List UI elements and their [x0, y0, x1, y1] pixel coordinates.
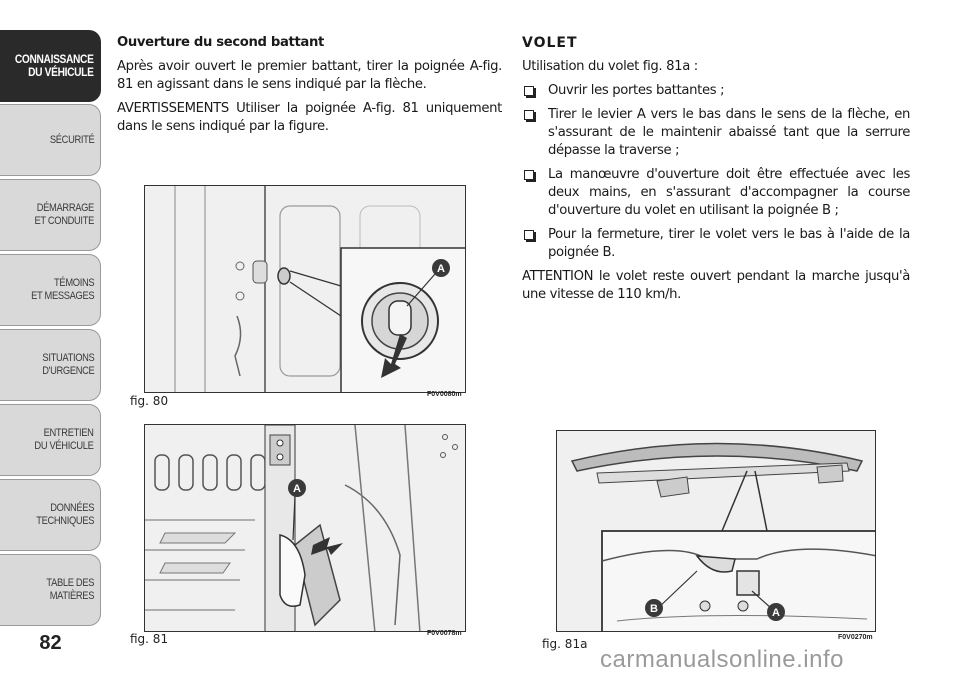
tab-connaissance-du-vehicule[interactable] — [0, 30, 101, 102]
list-item: La manœuvre d'ouverture doit être effectuée avec les deux mains, en s'assurant d'accompagner la course d'ouverture du volet en utilisant la poignée B ; — [522, 166, 910, 220]
tab-donnees-techniques[interactable] — [0, 479, 101, 551]
callout-a: A — [293, 483, 301, 495]
tab-demarrage-et-conduite[interactable] — [0, 179, 101, 251]
warning-paragraph: AVERTISSEMENTS Utiliser la poignée A-fig. 81 uniquement dans le sens indiqué par la figure. — [117, 101, 502, 134]
callout-a: A — [772, 607, 780, 619]
tab-table-des-matieres[interactable] — [0, 554, 101, 626]
figure-81-label: fig. 81 — [130, 632, 169, 646]
list-item: Ouvrir les portes battantes ; — [522, 82, 910, 100]
attention-paragraph: ATTENTION le volet reste ouvert pendant la marche jusqu'à une vitesse de 110 km/h. — [522, 269, 910, 302]
instruction-list — [522, 82, 910, 262]
section-title: VOLET — [522, 35, 578, 51]
list-item: Pour la fermeture, tirer le volet vers le bas à l'aide de la poignée B. — [522, 226, 910, 262]
tab-label: CONNAISSANCE DU VÉHICULE — [15, 52, 94, 79]
site-watermark: carmanualsonline.info — [600, 646, 844, 673]
list-item: Tirer le levier A vers le bas dans le sens de la flèche, en s'assurant de le maintenir abaissé tant que la serrure dépasse la traverse ; — [522, 106, 910, 160]
figure-81-image — [144, 424, 466, 632]
figure-81a-image — [556, 430, 876, 632]
right-column — [522, 34, 910, 310]
tab-entretien-du-vehicule[interactable] — [0, 404, 101, 476]
callout-b: B — [650, 603, 658, 615]
callout-a: A — [437, 263, 445, 275]
figure-80-image — [144, 185, 466, 393]
left-column — [117, 34, 502, 142]
figure-80-label: fig. 80 — [130, 394, 169, 408]
section-heading: Ouverture du second battant — [117, 35, 324, 50]
tab-securite[interactable] — [0, 104, 101, 176]
tab-label: DÉMARRAGE ET CONDUITE — [34, 202, 94, 227]
tab-label: ENTRETIEN DU VÉHICULE — [34, 427, 94, 452]
tab-label: TÉMOINS ET MESSAGES — [30, 277, 94, 302]
figure-80-code: F0V0080m — [427, 391, 462, 398]
tab-label: SÉCURITÉ — [49, 133, 94, 146]
figure-81a-label: fig. 81a — [542, 637, 588, 651]
paragraph: Après avoir ouvert le premier battant, tirer la poignée A-fig. 81 en agissant dans le sens indiqué par la flèche. — [117, 59, 502, 92]
page-number: 82 — [39, 632, 62, 654]
tab-label: DONNÉES TECHNIQUES — [36, 502, 94, 527]
figure-81a-code: F0V0270m — [838, 634, 873, 641]
figure-81-code: F0V0078m — [427, 630, 462, 637]
tab-situations-d-urgence[interactable] — [0, 329, 101, 401]
tab-label: SITUATIONS D'URGENCE — [41, 352, 94, 377]
intro-text: Utilisation du volet fig. 81a : — [522, 59, 698, 74]
tab-label: TABLE DES MATIÈRES — [46, 577, 94, 602]
tab-temoins-et-messages[interactable] — [0, 254, 101, 326]
